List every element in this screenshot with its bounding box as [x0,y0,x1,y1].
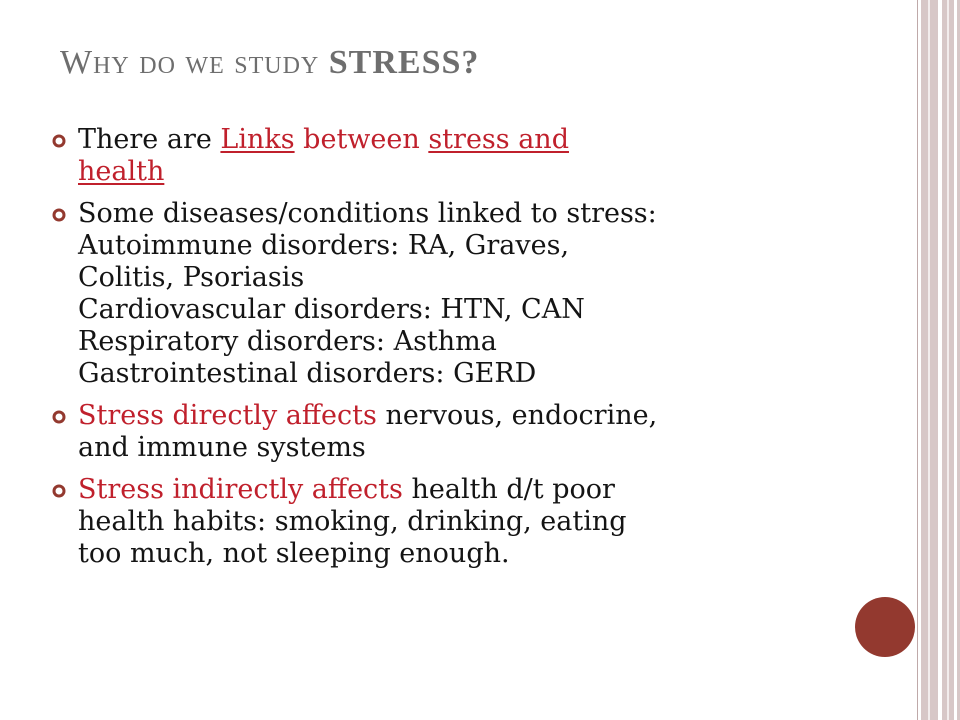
bullet-text-red: Stress indirectly affects [78,474,403,505]
bullet-line [78,124,808,156]
bullet-line: Cardiovascular disorders: HTN, CAN [78,294,585,325]
bullet-text-red: between [294,124,429,155]
border-stripe [928,0,930,720]
bullet-item-diseases [48,198,808,390]
bullet-line: too much, not sleeping enough. [78,538,510,569]
bullet-line: and immune systems [78,432,366,463]
title-prefix: Why do we study [60,44,329,81]
links-link[interactable]: Links [220,124,295,155]
bullet-text: health d/t poor [402,474,615,505]
stress-and-health-link[interactable]: stress and [428,124,569,155]
stress-and-health-link-continued[interactable]: health [78,156,165,187]
bullet-line: Autoimmune disorders: RA, Graves, [78,230,570,261]
bullet-line [78,474,808,506]
bullet-line: Respiratory disorders: Asthma [78,326,497,357]
bullet-item-indirect-effects [48,474,808,570]
bullet-line: health habits: smoking, drinking, eating [78,506,627,537]
bullet-text: nervous, endocrine, [376,400,658,431]
border-stripe [954,0,957,720]
bullet-item-direct-effects [48,400,808,464]
bullet-text-red: Stress directly affects [78,400,377,431]
border-stripe [947,0,949,720]
bullet-line: Colitis, Psoriasis [78,262,305,293]
ring-bullet-icon [52,410,66,424]
bullet-line: Some diseases/conditions linked to stress: [78,198,657,229]
bullet-line [78,400,808,432]
ring-bullet-icon [52,208,66,222]
bullet-item-links [48,124,808,188]
ring-bullet-icon [52,134,66,148]
slide-title [60,44,880,82]
bullet-text: There are [78,124,221,155]
circle-decoration [855,597,915,657]
title-emphasis: STRESS? [328,44,480,81]
ring-bullet-icon [52,484,66,498]
bullet-list [48,124,808,580]
bullet-line: Gastrointestinal disorders: GERD [78,358,537,389]
border-stripe [918,0,921,720]
border-stripe [938,0,942,720]
bullet-line [78,156,808,188]
